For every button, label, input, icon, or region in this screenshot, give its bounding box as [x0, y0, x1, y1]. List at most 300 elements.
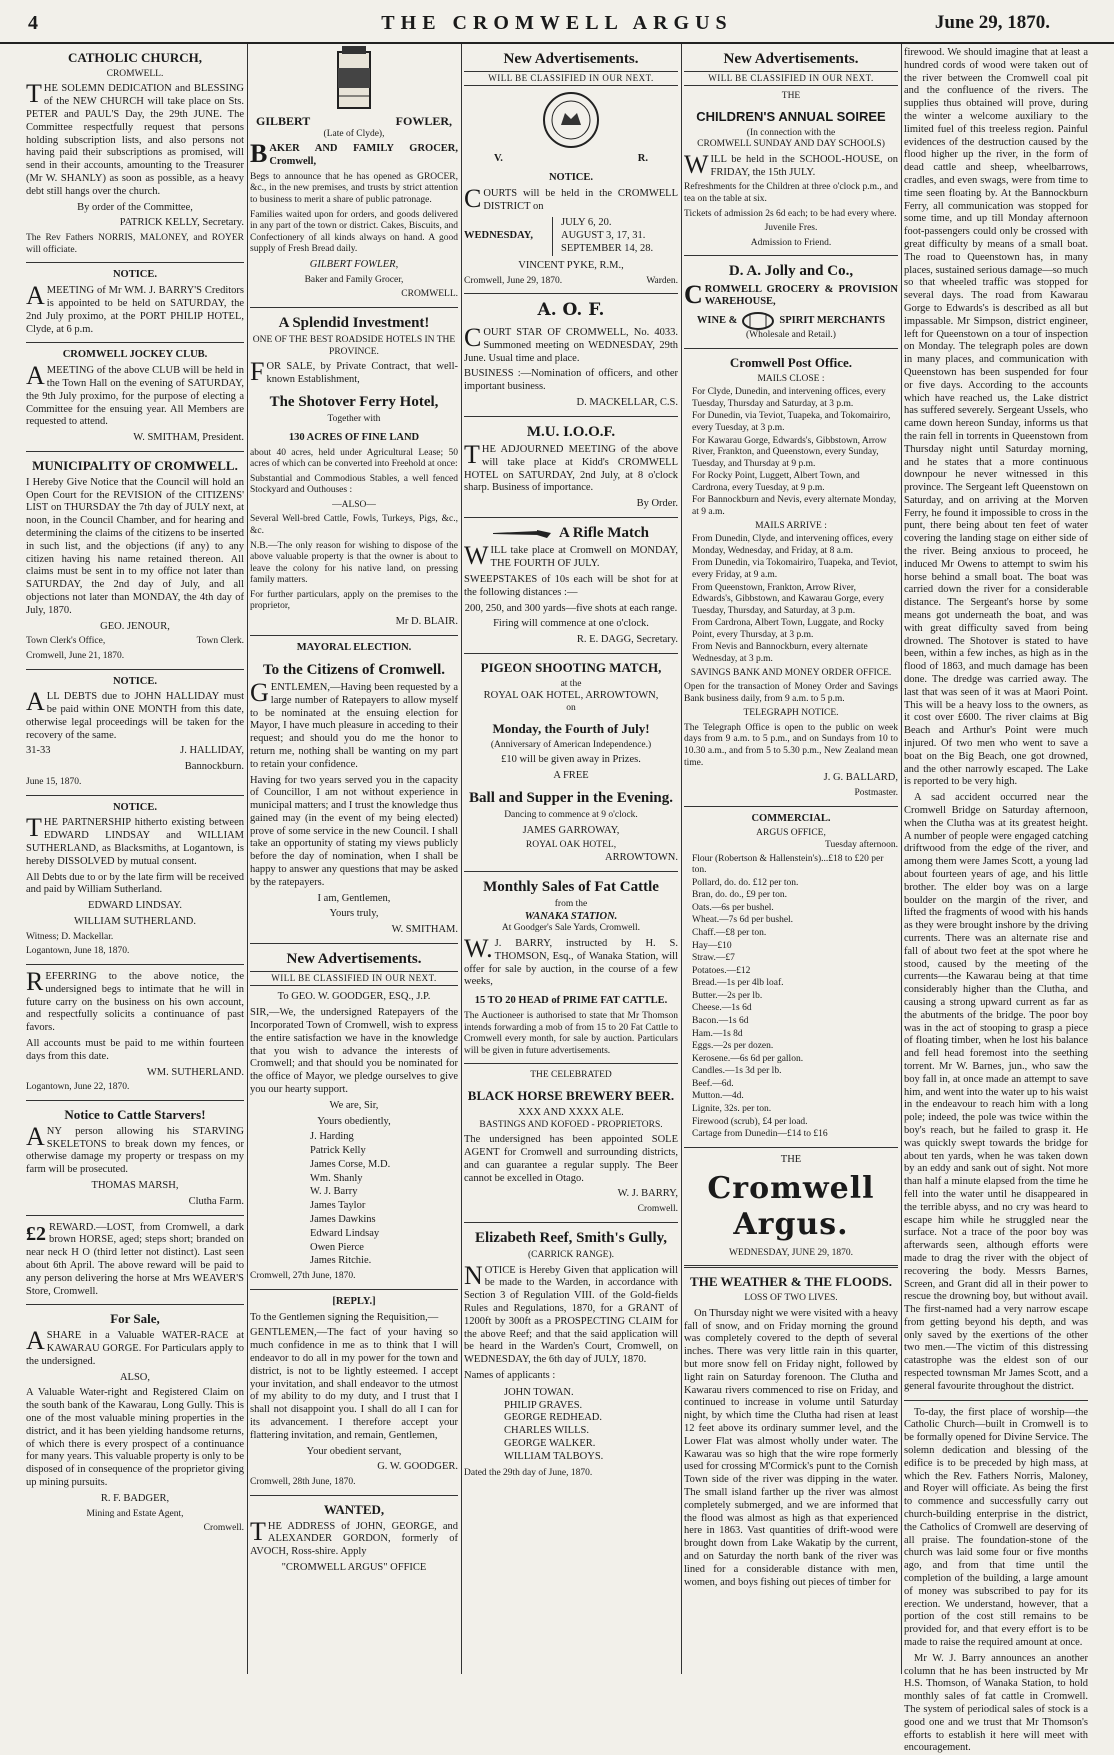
notice-body: ASHARE in a Valuable WATER-RACE at KAWARAU GORGE. For Particulars apply to the undersigned.	[26, 1326, 244, 1367]
addressee: To GEO. W. GOODGER, ESQ., J.P.	[277, 991, 431, 1003]
date-line: Dated the 29th day of June, 1870.	[464, 1467, 593, 1478]
date-line: Cromwell, 28th June, 1870.	[250, 1477, 356, 1488]
ale-line: XXX AND XXXX ALE.	[518, 1106, 624, 1118]
applicant: CHARLES WILLS.	[504, 1425, 589, 1437]
heading: A Rifle Match	[559, 525, 649, 542]
notice-text: The Rev Fathers NORRIS, MALONEY, and ROYER will officiate.	[26, 233, 244, 255]
heading: New Advertisements.	[286, 951, 422, 968]
subheading: MAILS CLOSE :	[757, 373, 825, 384]
heading: Cromwell Post Office.	[729, 354, 853, 370]
article-body: A sad accident occurred near the Cromwell Bridge on Saturday afternoon, when the Clutha was at its greatest height. A number of people were engaged catching driftwood from the edge of the river, and among them were James Scott, a young lad about fourteen years of age, and his little brother. The elder boy was on a large boulder on the margin of the river, and lifted the fragments of wood with his hands as they were brought inshore by the driving currents. There was an alternate rise and fall of about two feet at the spot where he stood, caused by the meeting of the currents—the Kawarau being at that time considerably higher than the Clutha, and causing a strong upward current as far as the abutments of the bridge. The poor boy was in the act of stooping to grasp a piece of floating timber, when he lost his balance and fell head foremost into the seething torrent. Mr W. Barnes, jun., who saw the boy fall in, at once made an attempt to save him, and went into the water up to his waist in the endeavour to reach him with a long pole; indeed, the pole was twice within the boy's reach, but he failed to grasp it. He was quickly swept towards the bridge for about ten yards, when he was taken down by an eddy and sank out of sight. Not more than half a minute elapsed from the time he fell into the water until he disappeared in the terrible abyss, and no cry was heard to escape him while he struggled near the surface. Not a trace of the poor boy was afterwards seen, although efforts were made to drag the river with the object of recovering the body. Messrs Barnes, Screen, and Grant did all in their power to rescue the drowning boy, but without avail. The first-named had a very narrow escape from getting beyond his depth, and was only saved by the exertions of the other two men.—The victim of this distressing catastrophe was the eldest son of our respected townsman Mr James Scott, and a general favourite throughout the district.	[904, 792, 1088, 1392]
acres-heading: 130 ACRES OF FINE LAND	[288, 431, 420, 443]
notice-text: 200, 250, and 300 yards—five shots at each range.	[464, 602, 678, 614]
price-item: Candles.—1s 3d per lb.	[692, 1066, 782, 1077]
reply-notice	[250, 1296, 458, 1489]
divider	[684, 806, 898, 807]
addressee: To the Gentlemen signing the Requisition,—	[250, 1311, 439, 1323]
hotel-name: ROYAL OAK HOTEL,	[525, 840, 617, 851]
notice-body: GENTLEMEN,—Having been requested by a large number of Ratepayers to allow myself to be nominated at the ensuing election for Mayor, I have much pleasure in acceding to their request; and should you do me the honor to return me, nothing shall be wanting on my part to retain your confidence.	[250, 677, 458, 770]
office-line: ARGUS OFFICE,	[756, 828, 826, 839]
newspaper-title: Cromwell Argus.	[707, 1170, 875, 1243]
notice-body: AMEETING of the above CLUB will be held in the Town Hall on the evening of SATURDAY, the 9th July proximo, for the purpose of electing a Committee for the ensuing year. All Members are requested to attend.	[26, 361, 244, 428]
place-line: Cromwell.	[203, 1523, 244, 1534]
notice-body: GENTLEMEN,—The fact of your having so much confidence in me as to think that I will endeavor to do all in my power for the town and district, is not to be lightly esteemed. I accept your invitation, and shall endeavor to the utmost of my ability to do my duty, and I trust that I shall not disappoint you. I shall do all I can for its advancement. I therefore accept your flattering invitation, and remain, Gentlemen,	[250, 1327, 458, 1441]
notice-body: FOR SALE, by Private Contract, that well-known Establishment,	[250, 357, 458, 387]
price-item: Oats.—6s per bushel.	[692, 902, 774, 913]
notice-text: Begs to announce that he has opened as GROCER, &c., in the new premises, and trusts by strict attention to business to merit a share of public patronage.	[250, 171, 458, 205]
notice-text: on	[566, 703, 576, 714]
soiree-notice	[684, 91, 898, 249]
catholic-church-notice	[26, 50, 244, 256]
divider	[26, 262, 244, 263]
price-item: Pollard, do. do. £12 per ton.	[692, 877, 799, 888]
subheading: (CARRICK RANGE).	[527, 1250, 615, 1260]
date-line: June 15, 1870.	[26, 777, 82, 788]
heading: A. O. F.	[537, 300, 605, 321]
divider	[26, 1215, 244, 1216]
day-line: Tuesday afternoon.	[825, 839, 898, 850]
divider	[250, 943, 458, 944]
signature: D. MACKELLAR, C.S.	[576, 396, 678, 408]
notice-text: Families waited upon for orders, and goods delivered in any part of the town or district. Cakes, Biscuits, and Confectionery of all kinds always on hand. A good supply of Fresh Bread daily.	[250, 209, 458, 255]
heading: M.U. I.O.O.F.	[526, 423, 616, 440]
notice-text: from the	[554, 899, 588, 910]
date-line: Cromwell, June 21, 1870.	[26, 650, 125, 661]
notice-text: Juvenile Fres.	[764, 223, 818, 234]
price-item: Bran, do. do., £9 per ton.	[692, 890, 787, 901]
price-item: Chaff.—£8 per ton.	[692, 927, 767, 938]
divider	[250, 1289, 458, 1290]
subheading: CROMWELL.	[106, 68, 164, 79]
rifle-icon	[493, 527, 553, 539]
notice-body: NOTICE is Hereby Given that application will be made to the Warden, in accordance with Section 3 of Regulation VIII. of the Gold-fields Rules and Regulations, 1870, for a GRANT of 1200ft by 300ft as a PROSPECTING CLAIM for the above Reef; and that the said application will be heard in the Warden's Court, Cromwell, on WEDNESDAY, the 6th day of JULY, 1870.	[464, 1260, 678, 1366]
signer: Patrick Kelly	[310, 1145, 366, 1157]
signature: J. HALLIDAY,	[180, 745, 244, 757]
oddfellows-notice	[464, 423, 678, 511]
notice-text: Together with	[327, 414, 381, 425]
applicant: WILLIAM TALBOYS.	[504, 1450, 604, 1462]
argus-editorial-masthead	[684, 1154, 898, 1260]
article-body: firewood. We should imagine that at least a hundred cords of wood were taken out of the river between the Cromwell coal pit and the confluence of the rivers. The supplies thus obtained will prove, during the winter a welcome auxiliary to the limited fuel of this treeless region. Painful evidences of the destruction caused by the flood higher up the river, in the form of dead cattle and sheep, wheelbarrows, cradles, and even swags, were from time to time seen floating by. At the Bannockburn Ferry, all communication was stopped for some time, and up till Monday afternoon foot-passengers could only be crossed with great difficulty by means of a small boat. The road to Queenstown has, in many places, sustained serious damage—so much so that wheeled traffic was stopped for several days. The road from Kawarau Gorge to Edwards's is described as all but impassable. Mr Simpson, district engineer, left for Queenstown on a tour of inspection on Monday. The telegraph poles are down in many places, and communication with Queenstown has been suspended for four or five days. According to the accounts which have reached us, the Lake district has suffered severely. Sergeant Ussels, who came down hereon Sunday, informs us that the rain fell in torrents in Queenstown from Thursday night until Saturday morning, and he states that a more continuous downpour he never witnessed in this province. The Sergeant left Queenstown on Saturday, and on arriving at the Morven Ferry, he found it impossible to cross in the punt, there being about ten feet of water covering the landing stage on either side of the river. Being anxious to proceed, he induced Mr Owens to attempt to swim his horse behind a small boat. The boat was carried down the river for a considerable distance. The Sergeant's horse by some means got underneath the boat, and was with great difficulty saved from being drowned. The Shotover is stated to have been, within a few inches, as high as in the flood of 1863, and much damage has been done. The dredge was carried away. The last that was seen of it was at Maori Point. This will be a heavy loss to the owners, as it cost over £600. The river claims at Big Beach and Arthur's Point were much injured. Of two men who went to save a boat on the Big Beach, one got drowned, and the other narrowly escaped. The Lake is reported to be very high.	[904, 47, 1088, 788]
notice-body: WILL take place at Cromwell on MONDAY, THE FOURTH OF JULY.	[464, 541, 678, 571]
subheading: TELEGRAPH NOTICE.	[743, 708, 839, 719]
price-item: Kerosene.—6s 6d per gallon.	[692, 1053, 804, 1064]
court-dates	[552, 217, 653, 255]
notice-text: All accounts must be paid to me within fourteen days from this date.	[26, 1037, 244, 1062]
place-line: CROMWELL.	[401, 289, 458, 300]
notice-text: SWEEPSTAKES of 10s each will be shot for at the following distances :—	[464, 573, 678, 598]
role-line: Mining and Estate Agent,	[86, 1508, 184, 1519]
article-body: Mr W. J. Barry announces an another column that he has been instructed by Mr H.S. Thomson, of Wanaka Station, to hold monthly sales of fat cattle in Cromwell. The system of periodical sales of stock is a good one and we trust that Mr Thomson's efforts to establish it here will meet with encouragement.	[904, 1652, 1088, 1754]
hotel-name: ROYAL OAK HOTEL, ARROWTOWN,	[483, 690, 659, 702]
heading: PIGEON SHOOTING MATCH,	[480, 659, 662, 675]
list-item: For Dunedin, via Teviot, Tuapeka, and Tokomairiro, every Tuesday, at 3 p.m.	[692, 411, 891, 433]
price-item: Bacon.—1s 6d	[692, 1016, 749, 1027]
divider	[464, 653, 678, 654]
notice-text: THE	[780, 1153, 802, 1165]
notice-body: THE PARTNERSHIP hitherto existing between EDWARD LINDSAY and WILLIAM SUTHERLAND, as Blacksmiths, at Logantown, is hereby DISSOLVED by mutual consent.	[26, 813, 244, 867]
heading: CHILDREN'S ANNUAL SOIREE	[696, 108, 886, 124]
barrel-icon	[742, 312, 774, 330]
signature: PATRICK KELLY, Secretary.	[119, 217, 244, 229]
divider	[26, 964, 244, 965]
advertiser-name: GILBERT	[256, 114, 311, 128]
column-rule	[681, 44, 682, 1674]
place-line: Bannockburn.	[184, 761, 244, 773]
notice-text: Dancing to commence at 9 o'clock.	[504, 810, 638, 821]
divider	[464, 416, 678, 417]
court-day: WEDNESDAY,	[464, 230, 533, 242]
column-2	[250, 44, 458, 1674]
wine-label: WINE &	[696, 314, 738, 326]
notice-text: about 40 acres, held under Agricultural Lease; 50 acres of which can be converted into Freehold at once:	[250, 447, 458, 470]
seal-letter: V.	[494, 153, 503, 165]
office-label: Town Clerk's Office,	[26, 636, 106, 647]
heading: MAYORAL ELECTION.	[296, 641, 412, 653]
price-item: Mutton.—4d.	[692, 1091, 744, 1102]
notice-text: Refreshments for the Children at three o'clock p.m., and tea on the table at six.	[684, 182, 898, 205]
advertiser-name: FOWLER,	[395, 114, 452, 128]
heading: CATHOLIC CHURCH,	[67, 50, 203, 65]
list-item: For Bannockburn and Nevis, every alternate Monday, at 9 a.m.	[692, 495, 897, 518]
place-line: Cromwell.	[637, 1204, 678, 1215]
notice-body: I Hereby Give Notice that the Council will hold an Open Court for the REVISION of the CITIZENS' LIST on THURSDAY the 7th day of JULY next, at noon, in the Council Chamber, and for hearing and determining the claims of the citizens to be inserted in such list, and the objections (if any) to any citizen having his name retained thereon. All claims must be sent in to my office not later than SATURDAY, the 2nd day of July, and all objections not later than MONDAY, the 4th day of July, 1870.	[26, 476, 244, 616]
weather-article	[684, 1274, 898, 1589]
partnership-notice	[26, 802, 244, 958]
notice-body: AMEETING of Mr WM. J. BARRY'S Creditors is appointed to be held on SATURDAY, the 2nd July proximo, at the PORT PHILIP HOTEL, Clyde, at 6 p.m.	[26, 281, 244, 335]
notice-body: BAKER AND FAMILY GROCER, Cromwell,	[250, 139, 458, 169]
brewery-ad	[464, 1070, 678, 1215]
closing-line: Yours truly,	[329, 908, 379, 920]
price-item: Hay—£10	[692, 940, 732, 951]
signature: WILLIAM SUTHERLAND.	[74, 916, 196, 928]
proprietors-line: BASTINGS AND KOFOED - PROPRIETORS.	[479, 1119, 663, 1130]
court-date: SEPTEMBER 14, 28.	[561, 243, 654, 255]
signature: Mr D. BLAIR.	[395, 616, 458, 628]
jolly-co-ad	[684, 262, 898, 341]
role-line: Warden.	[646, 275, 678, 286]
applicant-list	[504, 1387, 678, 1464]
article-title: THE WEATHER & THE FLOODS.	[690, 1274, 892, 1290]
heading: NOTICE.	[112, 801, 158, 813]
notice-text: The Telegraph Office is open to the public on week days from 9 a.m. to 5 p.m., and on Sundays from 10 to 10.30 a.m., and from 5 to 5.30 p.m., New Zealand mean time.	[684, 722, 898, 768]
notice-text: Having for two years served you in the capacity of Councillor, I am not without experience in municipal matters; and I trust the knowledge thus gained may (in the event of my being elected) prove of some service in the new Council. I shall take an opportunity of stating my views publicly before the day of nomination, when I shall be happy to answer any questions that may be asked by the ratepayers.	[250, 774, 458, 888]
divider	[464, 517, 678, 518]
divider	[684, 255, 898, 256]
notice-text: THE	[781, 91, 801, 102]
cattle-heading: 15 TO 20 HEAD of PRIME FAT CATTLE.	[474, 995, 668, 1007]
applicant: GEORGE WALKER.	[504, 1437, 596, 1449]
list-item: From Cardrona, Albert Town, Luggate, and Rocky Point, every Thursday, at 3 p.m.	[692, 618, 885, 640]
notice-text: BUSINESS :—Nomination of officers, and other important business.	[464, 368, 678, 393]
signature: WM. SUTHERLAND.	[146, 1066, 244, 1078]
signature: GILBERT FOWLER,	[309, 258, 399, 270]
office-line: "CROMWELL ARGUS" OFFICE	[281, 1562, 427, 1574]
courts-notice	[464, 91, 678, 287]
heading: D. A. Jolly and Co.,	[728, 263, 854, 280]
signature: VINCENT PYKE, R.M.,	[518, 259, 624, 271]
role-line: Baker and Family Grocer,	[304, 274, 404, 285]
notice-body: COURTS will be held in the CROMWELL DISTRICT on	[464, 183, 678, 213]
divider	[684, 1265, 898, 1268]
elizabeth-reef-notice	[464, 1229, 678, 1479]
notice-text: Firing will commence at one o'clock.	[493, 618, 649, 630]
list-item: From Dunedin, Clyde, and intervening offices, every Monday, Wednesday, and Friday, at 8 a.m.	[692, 534, 894, 556]
list-item: From Nevis and Bannockburn, every alternate Wednesday, at 3 p.m.	[692, 642, 868, 664]
divider	[464, 871, 678, 872]
notice-body: ANY person allowing his STARVING SKELETONS to break down my fences, or otherwise damage my property or trespass on my farm will be prosecuted.	[26, 1121, 244, 1176]
closing-line: Your obedient servant,	[306, 1445, 402, 1457]
divider	[464, 293, 678, 294]
article-subtitle: LOSS OF TWO LIVES.	[744, 1293, 838, 1304]
notice-text: A Valuable Water-right and Registered Claim on the south bank of the Kawarau, Long Gully. This is one of the most valuable mining properties in the district, and it has been yielding handsome returns, of which there is every prospect of a continuance for many years. This valuable property is only to be disposed of in consequence of the proprietor giving up mining pursuits.	[26, 1387, 244, 1488]
applicant: PHILIP GRAVES.	[504, 1399, 583, 1411]
notice-body: The undersigned has been appointed SOLE AGENT for Cromwell and surrounding districts, and can guarantee a regular supply. The Beer cannot be excelled in Otago.	[464, 1134, 678, 1184]
subheading: WILL BE CLASSIFIED IN OUR NEXT.	[684, 71, 898, 86]
closing-line: I am, Gentlemen,	[317, 892, 391, 904]
requisition-notice	[250, 950, 458, 1283]
divider	[26, 669, 244, 670]
subheading: SAVINGS BANK AND MONEY ORDER OFFICE.	[690, 667, 892, 678]
court-date: JULY 6, 20.	[561, 217, 612, 229]
heading: COMMERCIAL.	[751, 812, 831, 824]
divider	[904, 1400, 1088, 1401]
list-item: For Clyde, Dunedin, and intervening offices, every Tuesday, Thursday and Saturday, at 3 p.m.	[692, 387, 886, 409]
divider	[684, 348, 898, 349]
notice-text: Several Well-bred Cattle, Fowls, Turkeys, Pigs, &c., &c.	[250, 514, 458, 536]
notice-text: (In connection with the	[746, 127, 836, 138]
notice-text: All Debts due to or by the late firm will be received and paid by William Sutherland.	[26, 871, 244, 896]
signer: James Taylor	[310, 1200, 366, 1212]
date-line: Logantown, June 18, 1870.	[26, 946, 130, 957]
heading: WANTED,	[323, 1501, 385, 1517]
creditors-notice	[26, 269, 244, 336]
heading: CROMWELL JOCKEY CLUB.	[62, 349, 208, 361]
divider	[26, 1304, 244, 1305]
aof-notice	[464, 300, 678, 410]
signer: James Dawkins	[310, 1214, 376, 1226]
list-item: From Queenstown, Frankton, Arrow River, Edwards's, Gibbstown, and Kawarau Gorge, every Tuesday, Thursday, and Saturday, at 3 p.m.	[692, 582, 885, 616]
ref-number: 31-33	[26, 745, 51, 757]
price-item: Straw.—£7	[692, 953, 735, 964]
column-5	[904, 44, 1088, 1754]
heading: MUNICIPALITY OF CROMWELL.	[32, 457, 238, 473]
notice-text: —ALSO—	[332, 499, 376, 510]
notice-text: Names of applicants :	[464, 1369, 556, 1381]
masthead	[0, 0, 1114, 44]
notice-text: at the	[560, 678, 582, 689]
jockey-club-notice	[26, 349, 244, 445]
closing-line: We are, Sir,	[329, 1099, 379, 1111]
sutherland-notice	[26, 966, 244, 1094]
heading: [REPLY.]	[332, 1295, 376, 1307]
cattle-sales-notice	[464, 878, 678, 1058]
heading: NOTICE.	[112, 269, 158, 281]
mayoral-election-notice	[250, 642, 458, 937]
notice-text: A FREE	[553, 769, 589, 781]
heading: Ball and Supper in the Evening.	[469, 789, 673, 806]
price-item: Beef.—6d.	[692, 1078, 734, 1089]
divider	[250, 635, 458, 636]
for-sale-notice	[26, 1311, 244, 1534]
notice-text: By order of the Committee,	[77, 201, 193, 213]
issue-date: WEDNESDAY, JUNE 29, 1870.	[728, 1247, 854, 1258]
spirit-label: SPIRIT MERCHANTS	[779, 314, 886, 326]
court-date: AUGUST 3, 17, 31.	[561, 230, 646, 242]
signature: W. SMITHAM.	[391, 924, 458, 936]
article-body: On Thursday night we were visited with a heavy fall of snow, and on Friday morning the ground was completely covered to the depth of several inches. There was very little rain in this quarter, but more snow fell on Friday night, followed by light rain on Saturday forenoon. The Clutha and Kawarau rivers commenced to rise on Friday, and continued to increase in volume until Saturday night, by which time the Clutha had risen at least 12 feet above its ordinary summer level, and the Lower Flat was almost wholly under water. The Kawarau was so high that the wire rope formerly used for crossing M'Cormick's punt to the Cornish Town side of the river was dipping in the water. The small island farther up the river was almost completely submerged, and we are informed that the flood was almost as high as that experienced here in 1863. Vast quantities of drift-wood were brought down from Lake Wakatip by the current, and on Saturday the north bank of the river was lined for a considerable distance with men, women, and boys fishing out pieces of timber for	[684, 1307, 898, 1588]
notice-body: THE ADJOURNED MEETING of the above will take place at Kidd's CROMWELL HOTEL on SATURDAY, 2nd July, at 8 o'clock sharp. Business of importance.	[464, 440, 678, 494]
event-day: Monday, the Fourth of July!	[492, 720, 650, 736]
notice-text: Admission to Friend.	[750, 237, 832, 248]
subheading: MAILS ARRIVE :	[755, 520, 827, 531]
witness-line: Witness; D. Mackellar.	[26, 931, 114, 942]
rifle-match-notice	[464, 524, 678, 647]
magistrate-seal-icon	[542, 91, 600, 149]
applicant: JOHN TOWAN.	[504, 1386, 574, 1398]
heading: Notice to Cattle Starvers!	[64, 1106, 206, 1122]
column-3	[464, 44, 678, 1674]
price-item: Ham.—1s 8d	[692, 1028, 743, 1039]
signature: R. F. BADGER,	[100, 1492, 170, 1504]
notice-text: CROMWELL SUNDAY AND DAY SCHOOLS)	[697, 139, 885, 150]
signer: Owen Pierce	[310, 1241, 364, 1253]
tea-canister-icon	[324, 46, 384, 112]
notice-text: £10 will be given away in Prizes.	[501, 754, 641, 766]
office-title: Town Clerk.	[196, 636, 244, 647]
halliday-notice	[26, 676, 244, 789]
gilbert-fowler-ad	[250, 46, 458, 301]
masthead-title: THE CROMWELL ARGUS	[381, 12, 733, 34]
reward-amount: £2	[26, 1222, 46, 1245]
heading: New Advertisements.	[503, 51, 639, 67]
signature: W. SMITHAM, President.	[133, 432, 244, 444]
signature: J. G. BALLARD,	[823, 772, 898, 784]
price-item: Cartage from Dunedin—£14 to £16	[692, 1129, 828, 1140]
seal-letter: R.	[637, 153, 648, 165]
price-item: Cheese.—1s 6d	[692, 1003, 752, 1014]
notice-text: Open for the transaction of Money Order and Savings Bank business daily, from 9 a.m. to 5 p.m.	[684, 682, 898, 704]
heading: New Advertisements.	[723, 51, 859, 67]
signer: Edward Lindsay	[310, 1227, 380, 1239]
heading: For Sale,	[110, 1311, 160, 1327]
date-line: Logantown, June 22, 1870.	[26, 1082, 130, 1093]
signature: GEO. JENOUR,	[100, 620, 170, 632]
applicant: GEORGE REDHEAD.	[504, 1412, 602, 1424]
notice-body: WILL be held in the SCHOOL-HOUSE, on FRIDAY, the 15th JULY.	[684, 149, 898, 179]
column-rule	[461, 44, 462, 1674]
signer-list	[310, 1131, 458, 1268]
station-name: WANAKA STATION.	[524, 910, 618, 922]
list-item: For Rocky Point, Luggett, Albert Town, and Cardrona, every Tuesday, at 9 p.m.	[692, 471, 860, 493]
divider	[684, 1147, 898, 1148]
price-item: Firewood (scrub), £4 per load.	[692, 1116, 808, 1127]
signature: G. W. GOODGER.	[377, 1461, 458, 1473]
signature: EDWARD LINDSAY.	[88, 900, 182, 912]
notice-body: THE SOLEMN DEDICATION and BLESSING of the NEW CHURCH will take place on Sts. PETER and PAUL'S Day, the 29th JUNE. The Committee respectfully request that persons holding subscription lists, and also persons not having paid their subscriptions as promised, will send in their accounts, amounting to the Treasurer (Mr W. SHANLY) as soon as possible, as a heavy debt still hangs over the church.	[26, 79, 244, 197]
divider	[250, 307, 458, 308]
subheading: WILL BE CLASSIFIED IN OUR NEXT.	[464, 71, 678, 86]
signer: W. J. Barry	[310, 1186, 358, 1198]
subheading: (Late of Clyde),	[323, 128, 385, 139]
place-line: ARROWTOWN.	[604, 851, 678, 863]
page-number: 4	[28, 12, 38, 34]
article-body: To-day, the first place of worship—the Catholic Church—built in Cromwell is to be formally opened for Divine Service. The solemn dedication and blessing of the edifice is to be preceded by high mass, at which the Rev. Fathers Norris, Maloney, and Royer will officiate. As being the first to commence and successfully carry out church-building enterprise in the district, the Catholics of Cromwell are deserving of all praise. The foundation-stone of the church was laid some four or five months ago, and from that time until the completion of the building, a large amount of money was subscribed to pay for its erection. We understand, however, that a portion of the cost still remains to be provided for, and that every effort is to be made to raise the required amount at once.	[904, 1406, 1088, 1649]
divider	[26, 451, 244, 452]
price-item: Eggs.—2s per dozen.	[692, 1041, 774, 1052]
heading: NOTICE.	[112, 675, 158, 687]
commercial-report	[684, 813, 898, 1141]
heading: A Splendid Investment!	[278, 314, 430, 331]
mail-arrive-list	[692, 534, 898, 665]
notice-text: (Anniversary of American Independence.)	[490, 739, 652, 750]
notice-text: Tickets of admission 2s 6d each; to be had every where.	[684, 208, 897, 219]
municipality-notice	[26, 458, 244, 663]
column-1	[26, 44, 244, 1674]
notice-body: SIR,—We, the undersigned Ratepayers of the Incorporated Town of Cromwell, wish to express the entire satisfaction we have in the knowledge that you wish to advance the interests of Cromwell; and that should you be nominated for the office of Mayor, we pledge ourselves to give you our hearty support.	[250, 1007, 458, 1095]
divider	[464, 1063, 678, 1064]
heading: To the Citizens of Cromwell.	[262, 661, 446, 678]
price-item: Butter.—2s per lb.	[692, 990, 763, 1001]
notice-body: REWARD.—LOST, from Cromwell, a dark brown HORSE, aged; steps short; branded on near neck H O (third letter not distinct). Last seen about 6th April. The above reward will be paid to any person delivering the horse at Mrs WEAVER'S Store, Cromwell.	[26, 1221, 244, 1297]
reward-notice	[26, 1222, 244, 1299]
list-item: From Dunedin, via Tokomairiro, Tuapeka, and Teviot, every Friday, at 9 a.m.	[692, 558, 898, 580]
notice-text: At Goodger's Sale Yards, Cromwell.	[501, 923, 641, 934]
date-line: Cromwell, 27th June, 1870.	[250, 1271, 356, 1282]
column-4	[684, 44, 898, 1674]
masthead-date: June 29, 1870.	[934, 12, 1050, 33]
pigeon-match-notice	[464, 660, 678, 865]
notice-body: COURT STAR OF CROMWELL, No. 4033. Summoned meeting on WEDNESDAY, 29th June. Usual time and place.	[464, 322, 678, 364]
price-item: Bread.—1s per 4lb loaf.	[692, 978, 784, 989]
notice-body: ALL DEBTS due to JOHN HALLIDAY must be paid within ONE MONTH from this date, otherwise legal proceedings will be taken for the recovery of the same.	[26, 687, 244, 741]
date-line: Cromwell, June 29, 1870.	[464, 275, 563, 286]
notice-text: N.B.—The only reason for wishing to dispose of the above valuable property is that the owner is about to leave the colony for his native land, on pressing family matters.	[250, 540, 458, 586]
mail-close-list	[692, 387, 898, 518]
divider	[464, 1222, 678, 1223]
signer: Wm. Shanly	[310, 1172, 363, 1184]
subheading: WILL BE CLASSIFIED IN OUR NEXT.	[250, 971, 458, 986]
notice-body: REFERRING to the above notice, the undersigned begs to intimate that he will in future carry on the business on his own account, and respectfully solicits a continuance of past favors.	[26, 966, 244, 1034]
notice-text: For further particulars, apply on the premises to the proprietor,	[250, 589, 458, 612]
divider	[26, 1100, 244, 1101]
role-line: Postmaster.	[854, 787, 898, 798]
notice-text: The Auctioneer is authorised to state that Mr Thomson intends forwarding a mob of from 15 to 20 Fat Cattle to Cromwell every month, for sale by auction. Particulars will be given in future advertisements.	[464, 1011, 678, 1056]
heading: BLACK HORSE BREWERY BEER.	[467, 1087, 675, 1103]
notice-body: CROMWELL GROCERY & PROVISION WAREHOUSE,	[684, 279, 898, 309]
place-line: Clutha Farm.	[188, 1195, 244, 1207]
notice-text: Substantial and Commodious Stables, a well fenced Stockyard and Outhouses :	[250, 473, 458, 496]
notice-text: By Order.	[636, 498, 678, 510]
notice-text: (Wholesale and Retail.)	[746, 330, 836, 341]
signature: W. J. BARRY,	[617, 1188, 678, 1200]
signer: James Ritchie.	[310, 1255, 372, 1267]
price-item: Lignite, 32s. per ton.	[692, 1104, 772, 1115]
post-office-notice	[684, 355, 898, 800]
price-list	[692, 854, 898, 1141]
heading: Monthly Sales of Fat Cattle	[483, 878, 659, 895]
price-item: Potatoes.—£12	[692, 965, 751, 976]
investment-ad	[250, 314, 458, 629]
subheading: ONE OF THE BEST ROADSIDE HOTELS IN THE PROVINCE.	[252, 335, 456, 357]
signature: THOMAS MARSH,	[91, 1179, 179, 1191]
signature: JAMES GARROWAY,	[522, 824, 620, 836]
divider	[26, 795, 244, 796]
price-item: Wheat.—7s 6d per bushel.	[692, 915, 794, 926]
signer: James Corse, M.D.	[310, 1158, 391, 1170]
divider	[250, 1495, 458, 1496]
notice-text: THE CELEBRATED	[530, 1070, 612, 1081]
